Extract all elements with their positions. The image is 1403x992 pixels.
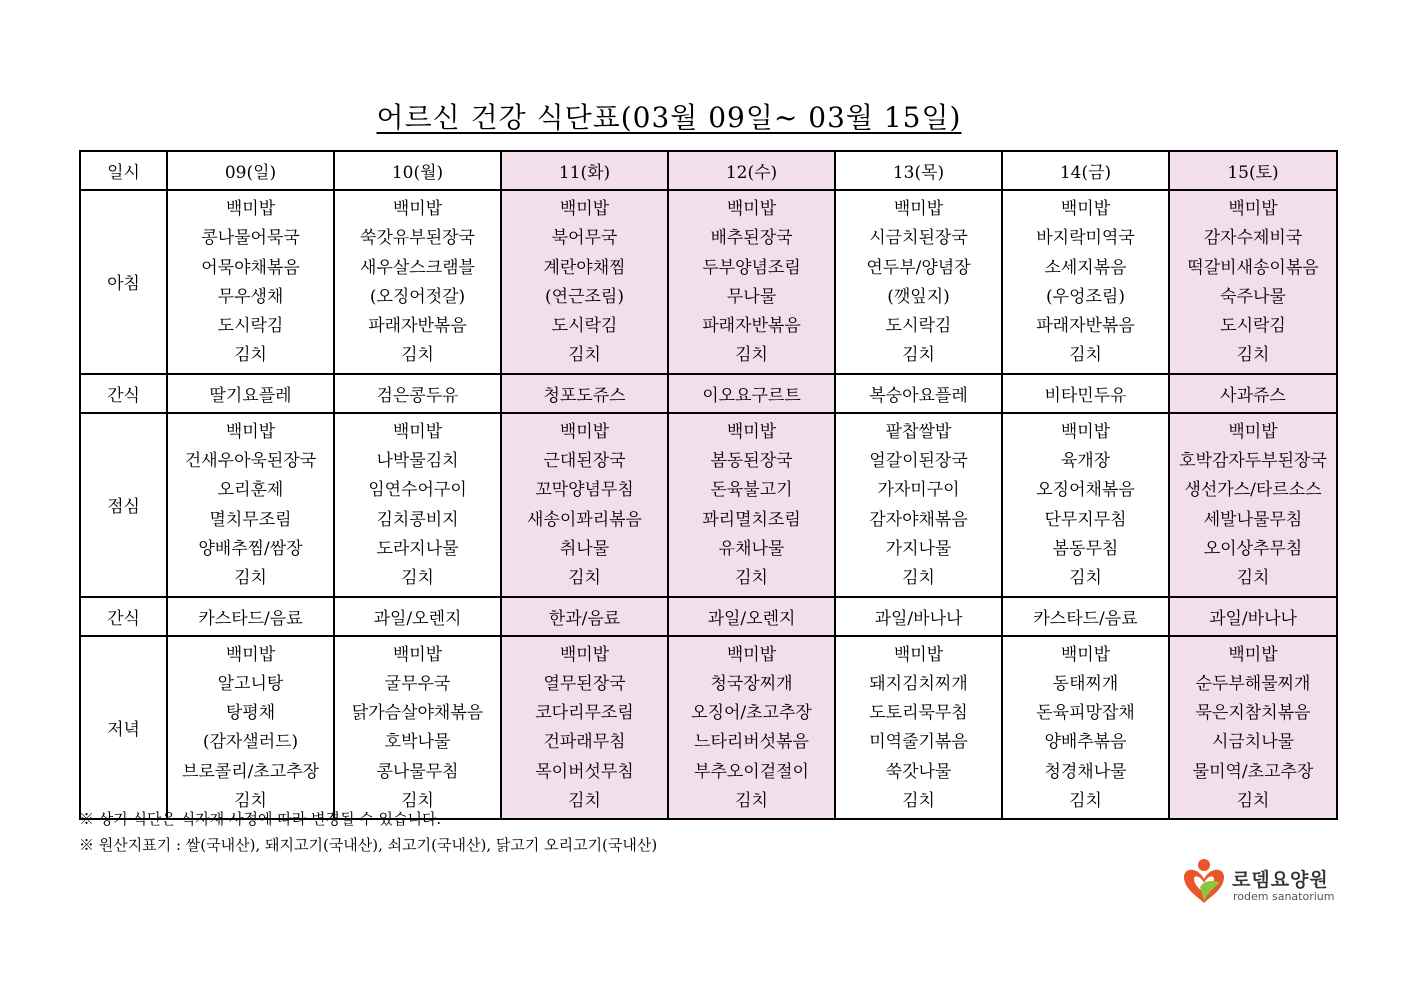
menu-item: (감자샐러드) — [202, 732, 299, 753]
menu-item: 계란야채찜 — [543, 257, 626, 278]
menu-item: 김치 — [1069, 568, 1102, 589]
menu-item: 부추오이겉절이 — [694, 761, 809, 782]
menu-item: 김치 — [902, 568, 935, 589]
page-title: 어르신 건강 식단표(03월 09일~ 03월 15일) — [376, 101, 962, 134]
logo-subtitle: rodem sanatorium — [1233, 890, 1335, 903]
notes — [79, 806, 657, 858]
row-label: 점심 — [80, 413, 167, 597]
menu-item: 배추된장국 — [710, 228, 793, 249]
snack-cell: 복숭아요플레 — [835, 374, 1002, 413]
meal-cell — [167, 190, 334, 374]
meal-cell — [501, 636, 668, 820]
menu-item: 도시락김 — [1220, 316, 1286, 337]
menu-item: 도라지나물 — [376, 538, 459, 559]
menu-item: 미역줄기볶음 — [869, 732, 968, 753]
menu-item: 떡갈비새송이볶음 — [1187, 257, 1319, 278]
menu-item: 새송이꽈리볶음 — [527, 509, 642, 530]
snack-cell: 청포도쥬스 — [501, 374, 668, 413]
menu-item: 김치 — [234, 791, 267, 812]
menu-item: 코다리무조림 — [535, 703, 634, 724]
menu-item: 바지락미역국 — [1036, 228, 1135, 249]
menu-item: 호박감자두부된장국 — [1179, 451, 1327, 472]
menu-item: 오리훈제 — [217, 480, 284, 501]
note-line: ※ 상기 식단은 식자재 사정에 따라 변경될 수 있습니다. — [79, 810, 442, 828]
snack-cell: 카스타드/음료 — [167, 597, 334, 636]
menu-item: 새우살스크램블 — [360, 257, 475, 278]
menu-item: 굴무우국 — [384, 673, 451, 694]
menu-item: 백미밥 — [225, 421, 276, 442]
menu-item: 묵은지참치볶음 — [1195, 703, 1311, 724]
menu-item: 무나물 — [726, 286, 777, 307]
menu-item: 시금치된장국 — [869, 228, 968, 249]
menu-item: 백미밥 — [893, 199, 944, 219]
logo-name: 로뎀요양원 — [1232, 869, 1329, 891]
menu-item: 브로콜리/초고추장 — [181, 761, 320, 782]
meal-cell — [167, 413, 334, 597]
menu-item: 김치 — [902, 791, 935, 812]
snack-cell: 과일/바나나 — [835, 597, 1002, 636]
menu-item: 청경채나물 — [1044, 761, 1127, 782]
menu-item: 콩나물무침 — [376, 761, 459, 782]
meal-cell — [1169, 413, 1337, 597]
menu-item: 백미밥 — [726, 644, 777, 665]
menu-item: 꽈리멸치조림 — [702, 509, 801, 530]
snack-cell: 검은콩두유 — [334, 374, 501, 413]
meal-cell — [668, 636, 835, 820]
menu-item: 콩나물어묵국 — [201, 228, 300, 249]
menu-item: 김치 — [735, 791, 768, 812]
menu-item: 김치 — [401, 345, 434, 366]
menu-item: 백미밥 — [726, 199, 777, 219]
menu-item: 얼갈이된장국 — [869, 451, 968, 472]
menu-item: 김치 — [1236, 791, 1270, 812]
menu-item: (오징어젓갈) — [369, 286, 466, 307]
snack-row — [80, 374, 1337, 413]
menu-item: 육개장 — [1060, 451, 1111, 472]
menu-item: 김치 — [735, 568, 768, 589]
menu-item: (우엉조림) — [1046, 286, 1125, 307]
meal-cell — [501, 413, 668, 597]
menu-item: 호박나물 — [384, 732, 451, 753]
snack-cell: 이오요구르트 — [668, 374, 835, 413]
menu-item: 가지나물 — [885, 538, 952, 559]
snack-cell: 딸기요플레 — [167, 374, 334, 413]
menu-item: 백미밥 — [726, 421, 777, 442]
menu-item: 숙주나물 — [1220, 286, 1286, 307]
snack-cell: 과일/오렌지 — [668, 597, 835, 636]
meal-cell — [501, 190, 668, 374]
meal-cell — [1002, 413, 1169, 597]
menu-item: 백미밥 — [1060, 199, 1111, 219]
menu-item: 백미밥 — [559, 644, 610, 665]
row-label: 저녁 — [80, 636, 167, 820]
meal-cell — [835, 190, 1002, 374]
menu-item: 열무된장국 — [543, 673, 626, 694]
menu-item: 닭가슴살야채볶음 — [351, 703, 484, 724]
meal-cell — [668, 190, 835, 374]
menu-item: 무우생채 — [217, 286, 284, 307]
menu-item: 연두부/양념장 — [866, 257, 971, 278]
menu-item: 봄동무침 — [1052, 538, 1119, 559]
header-row — [80, 151, 1337, 190]
menu-item: 김치콩비지 — [376, 509, 459, 530]
menu-item: 김치 — [902, 345, 935, 366]
menu-item: 오징어채볶음 — [1036, 480, 1135, 501]
menu-item: 김치 — [234, 345, 267, 366]
meal-cell — [835, 413, 1002, 597]
day-header: 12(수) — [668, 151, 835, 190]
menu-item: 백미밥 — [1228, 644, 1278, 665]
menu-item: 김치 — [234, 568, 267, 589]
meal-cell — [334, 636, 501, 820]
menu-item: 양배추볶음 — [1044, 732, 1127, 753]
header-label: 일시 — [80, 151, 167, 190]
menu-item: 느타리버섯볶음 — [694, 732, 809, 753]
meal-row — [80, 636, 1337, 820]
menu-item: 세발나물무침 — [1203, 509, 1303, 530]
day-header: 15(토) — [1169, 151, 1337, 190]
menu-item: 도시락김 — [217, 316, 284, 337]
row-label: 아침 — [80, 190, 167, 374]
snack-cell: 한과/음료 — [501, 597, 668, 636]
meal-cell — [1169, 636, 1337, 820]
menu-item: 소세지볶음 — [1044, 257, 1127, 278]
menu-item: 백미밥 — [1228, 421, 1278, 442]
menu-item: 감자야채볶음 — [869, 509, 968, 530]
menu-item: 가자미구이 — [877, 480, 960, 501]
menu-item: 근대된장국 — [543, 451, 626, 472]
meal-cell — [835, 636, 1002, 820]
menu-item: 건파래무침 — [543, 732, 626, 753]
menu-item: 김치 — [1236, 345, 1270, 366]
menu-item: 김치 — [1069, 791, 1102, 812]
snack-cell: 사과쥬스 — [1169, 374, 1337, 413]
meal-cell — [334, 190, 501, 374]
menu-item: 백미밥 — [559, 199, 610, 219]
menu-item: 파래자반볶음 — [702, 316, 801, 337]
menu-item: 김치 — [1236, 568, 1270, 589]
menu-item: 단무지무침 — [1044, 509, 1127, 530]
menu-item: 백미밥 — [225, 644, 276, 665]
menu-item: 오징어/초고추장 — [691, 703, 812, 724]
menu-item: 두부양념조림 — [702, 257, 801, 278]
day-header: 11(화) — [501, 151, 668, 190]
meal-cell — [334, 413, 501, 597]
menu-item: 북어무국 — [551, 228, 618, 249]
menu-item: 나박물김치 — [376, 451, 459, 472]
meal-cell — [167, 636, 334, 820]
day-header: 14(금) — [1002, 151, 1169, 190]
menu-item: 취나물 — [559, 538, 610, 559]
snack-row — [80, 597, 1337, 636]
menu-item: 김치 — [568, 345, 601, 366]
meal-cell — [1002, 636, 1169, 820]
heart-person-icon — [1180, 857, 1230, 907]
menu-item: 김치 — [568, 791, 601, 812]
menu-item: 꼬막양념무침 — [535, 480, 634, 501]
menu-item: 김치 — [568, 568, 601, 589]
meal-row — [80, 190, 1337, 374]
menu-item: 알고니탕 — [217, 673, 284, 694]
menu-item: 쑥갓유부된장국 — [360, 228, 475, 249]
menu-item: 도토리묵무침 — [869, 703, 968, 724]
menu-item: 감자수제비국 — [1203, 228, 1303, 249]
note-line: ※ 원산지표기 : 쌀(국내산), 돼지고기(국내산), 쇠고기(국내산), 닭고기 오리고기(국내산) — [79, 836, 658, 854]
menu-item: 돈육피망잡채 — [1036, 703, 1135, 724]
menu-item: 백미밥 — [1228, 199, 1278, 219]
menu-item: 백미밥 — [1060, 644, 1111, 665]
menu-item: 탕평채 — [225, 703, 276, 724]
menu-item: 돼지김치찌개 — [869, 673, 968, 694]
snack-cell: 과일/바나나 — [1169, 597, 1337, 636]
menu-item: 생선가스/타르소스 — [1184, 480, 1322, 501]
menu-item: 백미밥 — [392, 421, 443, 442]
menu-item: 김치 — [401, 568, 434, 589]
menu-item: 도시락김 — [551, 316, 618, 337]
menu-item: 김치 — [735, 345, 768, 366]
snack-cell: 비타민두유 — [1002, 374, 1169, 413]
meal-plan-table — [79, 150, 1338, 820]
menu-item: 유채나물 — [718, 538, 785, 559]
day-header: 10(월) — [334, 151, 501, 190]
meal-cell — [1002, 190, 1169, 374]
menu-item: 동태찌개 — [1052, 673, 1119, 694]
menu-item: 물미역/초고추장 — [1192, 761, 1314, 782]
menu-item: 백미밥 — [893, 644, 944, 665]
meal-row — [80, 413, 1337, 597]
menu-item: (깻잎지) — [887, 286, 950, 307]
menu-item: 봄동된장국 — [710, 451, 793, 472]
menu-item: 어묵야채볶음 — [201, 257, 300, 278]
snack-cell: 카스타드/음료 — [1002, 597, 1169, 636]
menu-item: 양배추찜/쌈장 — [198, 538, 303, 559]
menu-item: 돈육불고기 — [710, 480, 793, 501]
menu-item: 파래자반볶음 — [1036, 316, 1135, 337]
row-label: 간식 — [80, 597, 167, 636]
menu-item: 순두부해물찌개 — [1195, 673, 1311, 694]
row-label: 간식 — [80, 374, 167, 413]
day-header: 09(일) — [167, 151, 334, 190]
menu-item: 오이상추무침 — [1203, 538, 1303, 559]
menu-item: 멸치무조림 — [209, 509, 292, 530]
menu-item: (연근조림) — [545, 286, 624, 307]
menu-item: 쑥갓나물 — [885, 761, 952, 782]
menu-item: 김치 — [1069, 345, 1102, 366]
menu-item: 백미밥 — [225, 199, 276, 219]
menu-item: 시금치나물 — [1211, 732, 1295, 753]
menu-item: 도시락김 — [885, 316, 952, 337]
snack-cell: 과일/오렌지 — [334, 597, 501, 636]
menu-item: 목이버섯무침 — [535, 761, 634, 782]
menu-item: 백미밥 — [392, 644, 443, 665]
menu-item: 백미밥 — [392, 199, 443, 219]
menu-item: 백미밥 — [559, 421, 610, 442]
menu-item: 청국장찌개 — [710, 673, 793, 694]
logo — [1180, 857, 1340, 907]
menu-item: 김치 — [401, 791, 434, 812]
menu-item: 백미밥 — [1060, 421, 1111, 442]
menu-item: 건새우아욱된장국 — [184, 451, 317, 472]
day-header: 13(목) — [835, 151, 1002, 190]
meal-cell — [1169, 190, 1337, 374]
meal-cell — [668, 413, 835, 597]
menu-item: 임연수어구이 — [368, 480, 467, 501]
menu-item: 파래자반볶음 — [368, 316, 467, 337]
menu-item: 팥찹쌀밥 — [885, 421, 952, 442]
